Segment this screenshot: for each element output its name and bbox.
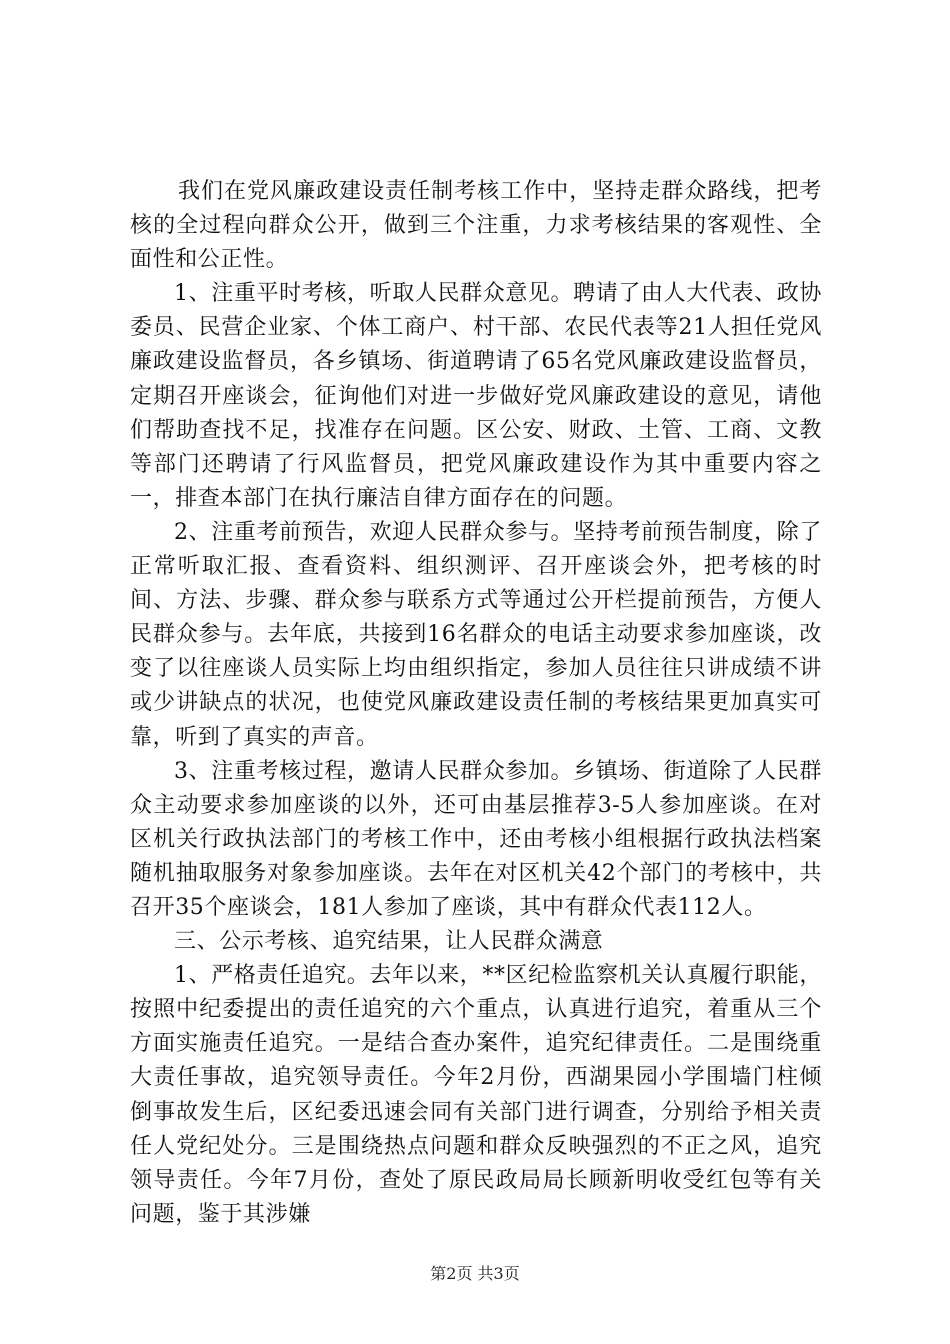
page-number-footer: 第2页 共3页 <box>430 1264 520 1283</box>
paragraph-intro: 我们在党风廉政建设责任制考核工作中，坚持走群众路线，把考核的全过程向群众公开，做到三个注重，力求考核结果的客观性、全面性和公正性。 <box>130 179 822 273</box>
paragraph-accountability: 1、严格责任追究。去年以来，**区纪检监察机关认真履行职能，按照中纪委提出的责任追究的六个重点，认真进行追究，着重从三个方面实施责任追究。一是结合查办案件，追究纪律责任。二是围绕重大责任事故，追究领导责任。今年2月份，西湖果园小学围墙门柱倾倒事故发生后，区纪委迅速会同有关部门进行调查，分别给予相关责任人党纪处分。三是围绕热点问题和群众反映强烈的不正之风，追究领导责任。今年7月份，查处了原民政局局长顾新明收受红包等有关问题，鉴于其涉嫌 <box>130 963 822 1227</box>
paragraph-point-3: 3、注重考核过程，邀请人民群众参加。乡镇场、街道除了人民群众主动要求参加座谈的以外，还可由基层推荐3-5人参加座谈。在对区机关行政执法部门的考核工作中，还由考核小组根据行政执法档案随机抽取服务对象参加座谈。去年在对区机关42个部门的考核中，共召开35个座谈会，181人参加了座谈，其中有群众代表112人。 <box>130 758 822 920</box>
document-body <box>130 175 822 1232</box>
paragraph-point-1: 1、注重平时考核，听取人民群众意见。聘请了由人大代表、政协委员、民营企业家、个体工商户、村干部、农民代表等21人担任党风廉政建设监督员，各乡镇场、街道聘请了65名党风廉政建设监督员，定期召开座谈会，征询他们对进一步做好党风廉政建设的意见，请他们帮助查找不足，找准存在问题。区公安、财政、土管、工商、文教等部门还聘请了行风监督员，把党风廉政建设作为其中重要内容之一，排查本部门在执行廉洁自律方面存在的问题。 <box>130 281 822 511</box>
paragraph-point-2: 2、注重考前预告，欢迎人民群众参与。坚持考前预告制度，除了正常听取汇报、查看资料、组织测评、召开座谈会外，把考核的时间、方法、步骤、群众参与联系方式等通过公开栏提前预告，方便人民群众参与。去年底，共接到16名群众的电话主动要求参加座谈，改变了以往座谈人员实际上均由组织指定，参加人员往往只讲成绩不讲或少讲缺点的状况，也使党风廉政建设责任制的考核结果更加真实可靠，听到了真实的声音。 <box>130 519 822 750</box>
section-heading-3: 三、公示考核、追究结果，让人民群众满意 <box>174 929 604 955</box>
